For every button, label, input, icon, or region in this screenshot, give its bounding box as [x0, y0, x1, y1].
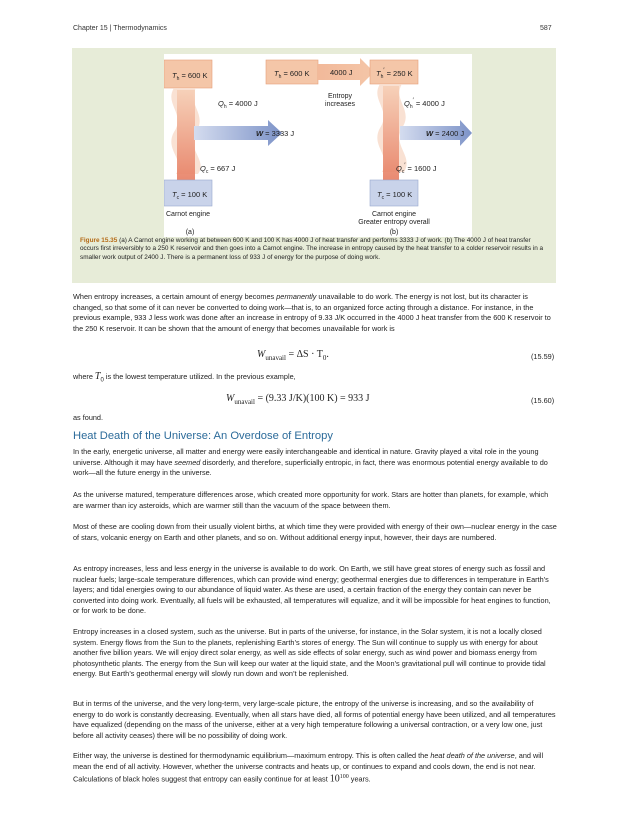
paragraph-long-term: But in terms of the universe, and the very long-term, very large-scale picture, the entropy of the universe is increasing, and so the availability of energy to do work is constantly decreasing. Eventually, when all stars have died, all forms of potential energy have been utilized, and all temperatures have equalized (depending on the mass of the universe, either at a very high temperature following a universal contraction, or a very low one, just before all activity ceases) there will be no possibility of doing work.: [73, 699, 556, 740]
panel-a: [164, 60, 294, 236]
paragraph-entropy-increases: As entropy increases, less and less energy in the universe is available to do work. On Earth, we still have great stores of energy such as fossil and nuclear fuels; large-scale temperature differences, which can provide wind energy; geothermal energies due to differences in temperature in Earth’s layers; and tidal energies owing to our abundance of liquid water. As these are used, a certain fraction of the energy they contain can never be converted into doing work. Eventually, all fuels will be exhausted, all temperatures will equalize, and it will be impossible for heat engines to function, or for work to be done.: [73, 564, 551, 616]
panel-label-b: (b): [389, 229, 399, 236]
page-number: 587: [540, 25, 552, 32]
qhp-label-b: $Q_h' = 4000$ J: [404, 98, 445, 110]
paragraph-cooling-down: Most of these are cooling down from their usually violent births, at which time they were provided with energy of their own—nuclear energy in the case of stars, volcanic energy on Earth and other planets, and so on. Without additional energy input, however, their days are numbered.: [73, 522, 557, 542]
engine-label-a: Carnot engine: [166, 211, 210, 218]
tc-label-b: $T_c = 100$ K: [377, 190, 413, 201]
paragraph-as-found: as found.: [73, 413, 104, 422]
transfer-label-b: 4000 J: [330, 68, 353, 77]
engine-label-b: Carnot engine: [372, 211, 416, 218]
figure-caption-label: Figure 15.35: [80, 237, 118, 244]
running-header-chapter: Chapter 15 | Thermodynamics: [73, 25, 167, 32]
tc-label-a: $T_c = 100$ K: [172, 190, 208, 201]
qcp-label-b: $Q_c' = 1600$ J: [396, 163, 437, 175]
entropy-label-line1: Entropy: [327, 93, 353, 100]
equation-15-59: $W_{unavail} = \Delta S \cdot T_0$.: [257, 349, 329, 362]
entropy-label-line2: increases: [325, 101, 355, 108]
paragraph-where: where $T_0$ is the lowest temperature utilized. In the previous example,: [73, 371, 296, 384]
section-heading-heat-death: Heat Death of the Universe: An Overdose of Entropy: [73, 430, 333, 442]
paragraph-unavailable-energy: When entropy increases, a certain amount of energy becomes permanently unavailable to do work. The energy is not lost, but its character is changed, so that some of it can never be converted to doing work—that is, to an organized force acting through a distance. For instance, in the previous example, 933 J less work was done after an increase in entropy of 9.33 J/K occurred in the 4000 J heat transfer from the 600 K reservoir to the 250 K reservoir. It can be shown that the amount of energy that becomes unavailable for work is: [73, 292, 551, 333]
figure-15-35: [72, 48, 556, 283]
w-label-b: W = 2400 J: [426, 129, 465, 138]
th-label-a: $T_h = 600$ K: [172, 71, 208, 82]
equation-number-15-60: (15.60): [531, 396, 555, 405]
equation-15-60: $W_{unavail} = (9.33$ J/K)(100 K) = 933 J: [226, 393, 370, 406]
entropy-overall-label-b: Greater entropy overall: [358, 219, 430, 226]
figure-diagram: [164, 54, 472, 237]
w-label-a: W = 3333 J: [256, 129, 295, 138]
figure-caption: [80, 237, 550, 262]
paragraph-closed-system: Entropy increases in a closed system, such as the universe. But in parts of the universe, for instance, in the Solar system, it is not a locally closed system. Energy flows from the Sun to the planets, replenishing Earth’s stores of energy. The Sun will continue to supply us with energy for about another five billion years. We will enjoy direct solar energy, as well as side effects of solar energy, such as wind power and biomass energy from photosynthetic plants. The energy from the Sun will keep our water at the liquid state, and the Moon’s gravitational pull will continue to provide tidal energy. But Earth’s geothermal energy will slowly run down and won’t be replenished.: [73, 627, 546, 679]
qh-label-a: $Q_h = 4000$ J: [218, 99, 258, 110]
qc-label-a: $Q_c = 667$ J: [200, 164, 236, 175]
thp-label-b: $T_h' = 250$ K: [376, 68, 413, 80]
equation-number-15-59: (15.59): [531, 352, 555, 361]
paragraph-heat-death: Either way, the universe is destined for thermodynamic equilibrium—maximum entropy. This is often called the heat death of the universe, and will mean the end of all activity. However, whether the universe contracts and heats up, or continues to expand and cools down, the end is not near. Calculations of black holes suggest that entropy can easily continue for at least $10^{100}$ years.: [73, 751, 544, 785]
paragraph-universe-matured: As the universe matured, temperature differences arose, which created more opportunity for work. Stars are hotter than planets, for example, which are warmer than icy asteroids, which are warmer still than the vacuum of the space between them.: [73, 490, 549, 510]
panel-b: [266, 58, 472, 236]
figure-caption-text: (a) A Carnot engine working at between 600 K and 100 K has 4000 J of heat transfer and performs 3333 J of work. (b) The 4000 J of heat transfer occurs first irreversibly to a 250 K reservoir and then goes into a Carnot engine. The increase in entropy caused by the heat transfer to a colder reservoir results in a smaller work output of 2400 J. There is a permanent loss of 933 J of energy for the purpose of doing work.: [80, 237, 544, 261]
carnot-diagram-svg: [164, 54, 472, 237]
paragraph-early-universe: In the early, energetic universe, all matter and energy were easily interchangeable and identical in nature. Gravity played a vital role in the young universe. Although it may have seemed disorderly, and therefore, superficially entropic, in fact, there was enormous potential energy available to do work—all the future energy in the universe.: [73, 447, 548, 478]
panel-label-a: (a): [185, 229, 195, 236]
th-label-b: $T_h = 600$ K: [274, 69, 310, 80]
